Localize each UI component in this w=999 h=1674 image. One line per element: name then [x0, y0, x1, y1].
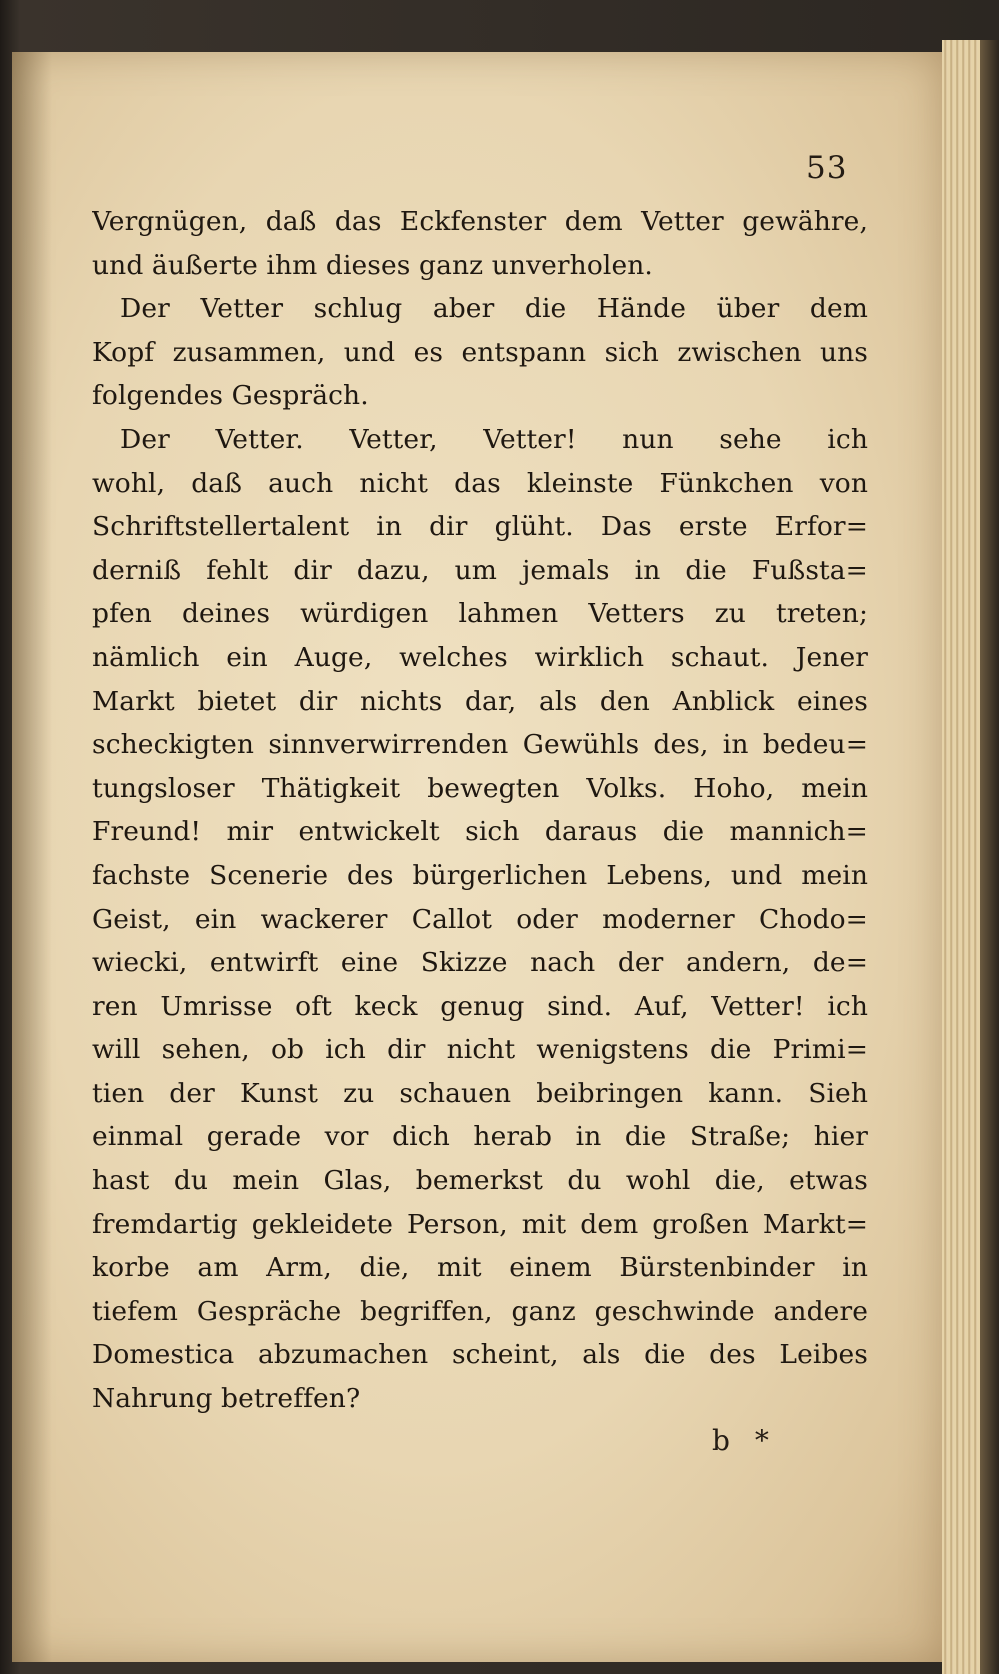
- text-line: fremdartig gekleidete Person, mit dem großen Markt=: [92, 1208, 868, 1240]
- text-line: Der Vetter schlug aber die Hände über dem: [120, 293, 868, 325]
- text-line: wohl, daß auch nicht das kleinste Fünkchen von: [92, 467, 868, 499]
- spine-shadow: [12, 52, 52, 1662]
- text-line: Der Vetter. Vetter, Vetter! nun sehe ich: [120, 423, 868, 455]
- text-line: scheckigten sinnverwirrenden Gewühls des, in bedeu=: [92, 729, 868, 761]
- text-line: Domestica abzumachen scheint, als die des Leibes: [92, 1339, 868, 1371]
- text-line: tungsloser Thätigkeit bewegten Volks. Hoho, mein: [92, 772, 868, 804]
- text-line: pfen deines würdigen lahmen Vetters zu treten;: [92, 598, 868, 630]
- text-line: einmal gerade vor dich herab in die Straße; hier: [92, 1121, 868, 1153]
- book-cover-edge: [980, 40, 999, 1674]
- text-line: tiefem Gespräche begriffen, ganz geschwinde andere: [92, 1295, 868, 1327]
- signature-mark: b *: [712, 1424, 777, 1457]
- text-line: Nahrung betreffen?: [92, 1383, 361, 1415]
- text-line: Freund! mir entwickelt sich daraus die mannich=: [92, 816, 868, 848]
- text-line: korbe am Arm, die, mit einem Bürstenbinder in: [92, 1252, 868, 1284]
- text-line: ren Umrisse oft keck genug sind. Auf, Vetter! ich: [92, 990, 868, 1022]
- text-line: Vergnügen, daß das Eckfenster dem Vetter gewähre,: [92, 206, 868, 237]
- text-line: folgendes Gespräch.: [92, 380, 369, 412]
- text-line: derniß fehlt dir dazu, um jemals in die Fußsta=: [92, 554, 868, 586]
- text-line: und äußerte ihm dieses ganz unverholen.: [92, 249, 653, 281]
- text-line: Kopf zusammen, und es entspann sich zwischen uns: [92, 336, 868, 368]
- text-line: hast du mein Glas, bemerkst du wohl die, etwas: [92, 1165, 868, 1197]
- text-line: wiecki, entwirft eine Skizze nach der andern, de=: [92, 947, 868, 979]
- page-number: 53: [806, 150, 848, 186]
- text-line: nämlich ein Auge, welches wirklich schaut. Jener: [92, 641, 868, 673]
- text-line: Geist, ein wackerer Callot oder moderner Chodo=: [92, 903, 868, 935]
- text-line: Schriftstellertalent in dir glüht. Das erste Erfor=: [92, 511, 868, 543]
- text-line: tien der Kunst zu schauen beibringen kann. Sieh: [92, 1077, 868, 1109]
- text-line: will sehen, ob ich dir nicht wenigstens die Primi=: [92, 1034, 868, 1066]
- text-line: fachste Scenerie des bürgerlichen Lebens, und mein: [92, 859, 868, 891]
- text-line: Markt bietet dir nichts dar, als den Anblick eines: [92, 685, 868, 717]
- body-text: [92, 200, 868, 1421]
